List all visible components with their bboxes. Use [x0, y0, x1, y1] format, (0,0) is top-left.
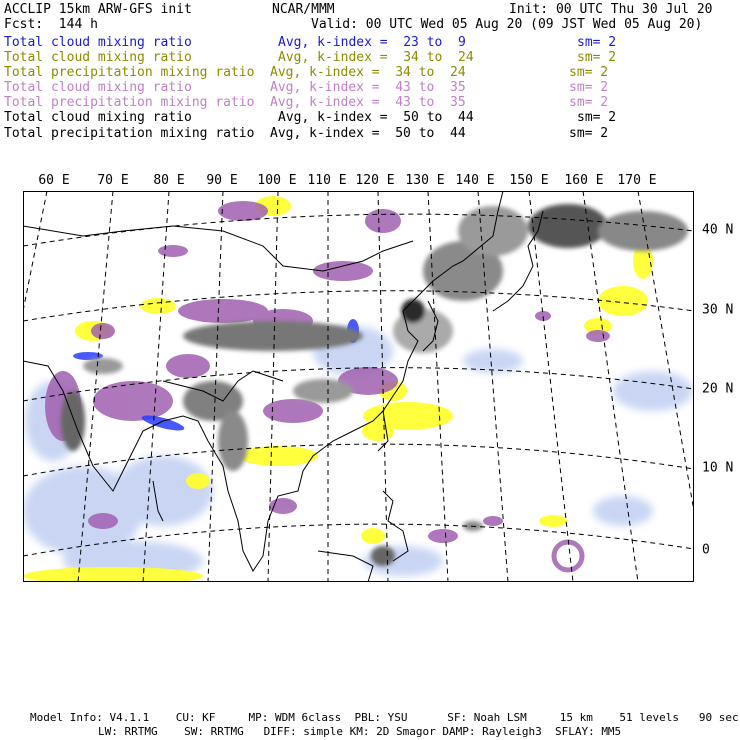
lon-label: 170 E: [617, 173, 657, 188]
lon-label: 60 E: [38, 173, 70, 188]
lon-label: 110 E: [307, 173, 347, 188]
legend-sm: sm= 2: [569, 95, 609, 110]
legend-sm: sm= 2: [577, 35, 617, 50]
forecast-map: [23, 191, 694, 582]
lon-label: 70 E: [97, 173, 129, 188]
lon-label: 130 E: [405, 173, 445, 188]
legend-name: Total precipitation mixing ratio: [4, 65, 255, 80]
legend-range: Avg, k-index = 43 to 35: [270, 95, 466, 110]
model-info-line2: LW: RRTMG SW: RRTMG DIFF: simple KM: 2D Smagor DAMP: Rayleigh3 SFLAY: MM5: [98, 725, 622, 738]
lon-label: 160 E: [564, 173, 604, 188]
forecast-hour: Fcst: 144 h: [4, 17, 98, 32]
model-title: ACCLIP 15km ARW-GFS init: [4, 2, 192, 17]
lon-label: 100 E: [257, 173, 297, 188]
lon-label: 120 E: [355, 173, 395, 188]
lat-label: 10 N: [702, 460, 734, 476]
legend-sm: sm= 2: [577, 110, 617, 125]
legend-sm: sm= 2: [569, 126, 609, 141]
lat-label: 30 N: [702, 302, 734, 318]
legend-range: Avg, k-index = 50 to 44: [278, 110, 474, 125]
lat-label: 20 N: [702, 381, 734, 397]
legend-sm: sm= 2: [569, 65, 609, 80]
valid-time: Valid: 00 UTC Wed 05 Aug 20 (09 JST Wed 05 Aug 20): [311, 17, 703, 32]
legend-sm: sm= 2: [577, 50, 617, 65]
legend-range: Avg, k-index = 23 to 9: [278, 35, 466, 50]
legend-range: Avg, k-index = 43 to 35: [270, 80, 466, 95]
lon-label: 80 E: [153, 173, 185, 188]
legend-name: Total precipitation mixing ratio: [4, 126, 255, 141]
legend-name: Total cloud mixing ratio: [4, 35, 192, 50]
lon-label: 150 E: [509, 173, 549, 188]
model-info-line1: Model Info: V4.1.1 CU: KF MP: WDM 6class PBL: YSU SF: Noah LSM 15 km 51 levels 90 sec: [30, 711, 739, 724]
lat-label: 40 N: [702, 222, 734, 238]
legend-range: Avg, k-index = 50 to 44: [270, 126, 466, 141]
lon-label: 140 E: [455, 173, 495, 188]
legend-name: Total precipitation mixing ratio: [4, 95, 255, 110]
lat-label: 0: [702, 542, 710, 558]
legend-name: Total cloud mixing ratio: [4, 50, 192, 65]
legend-range: Avg, k-index = 34 to 24: [270, 65, 466, 80]
legend-sm: sm= 2: [569, 80, 609, 95]
legend-range: Avg, k-index = 34 to 24: [278, 50, 474, 65]
init-time: Init: 00 UTC Thu 30 Jul 20: [509, 2, 713, 17]
center-name: NCAR/MMM: [272, 2, 335, 17]
legend-name: Total cloud mixing ratio: [4, 110, 192, 125]
lon-label: 90 E: [206, 173, 238, 188]
legend-name: Total cloud mixing ratio: [4, 80, 192, 95]
